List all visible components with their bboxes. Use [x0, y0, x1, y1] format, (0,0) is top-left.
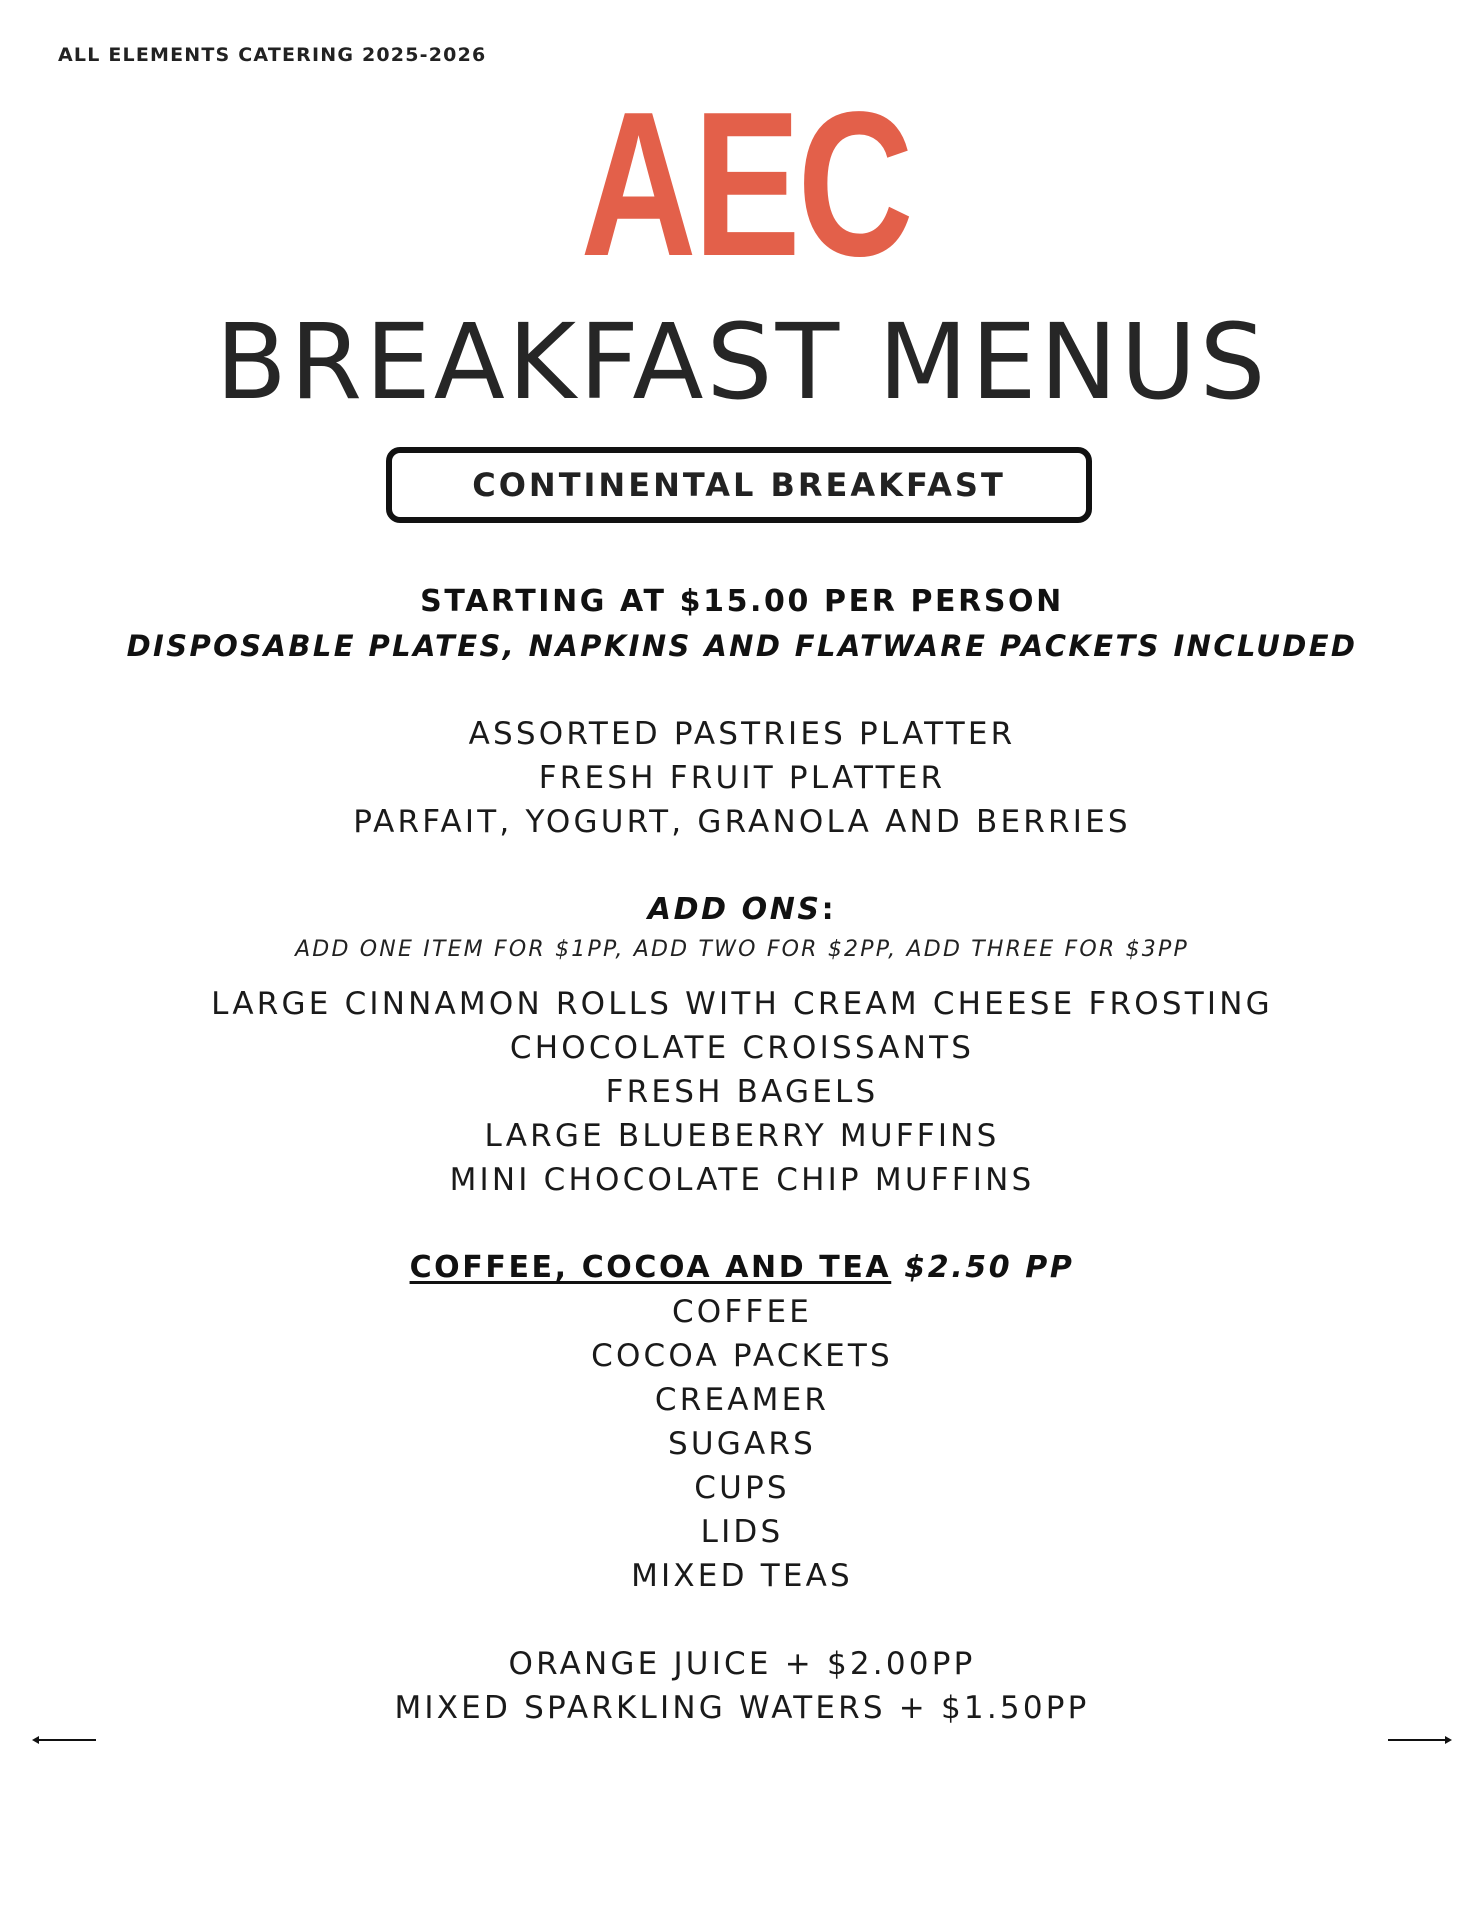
price-line: STARTING AT $15.00 PER PERSON — [420, 584, 1064, 619]
list-item: FRESH FRUIT PLATTER — [538, 760, 946, 796]
arrow-left-icon[interactable] — [30, 1732, 98, 1748]
list-item: ASSORTED PASTRIES PLATTER — [468, 716, 1016, 752]
list-item: FRESH BAGELS — [605, 1074, 879, 1110]
list-item: PARFAIT, YOGURT, GRANOLA AND BERRIES — [353, 804, 1131, 840]
addons-pricing-note: ADD ONE ITEM FOR $1PP, ADD TWO FOR $2PP, ADD THREE FOR $3PP — [295, 937, 1189, 962]
list-item: LARGE BLUEBERRY MUFFINS — [484, 1118, 1000, 1154]
page-title: BREAKFAST MENUS — [215, 301, 1269, 423]
header-label: ALL ELEMENTS CATERING 2025-2026 — [58, 44, 487, 66]
coffee-items — [0, 1290, 1484, 1598]
extras-items — [0, 1642, 1484, 1730]
list-item: MIXED SPARKLING WATERS + $1.50PP — [394, 1690, 1090, 1726]
list-item: SUGARS — [667, 1426, 816, 1462]
list-item: COFFEE — [671, 1294, 813, 1330]
list-item: LIDS — [700, 1514, 784, 1550]
continental-items — [0, 712, 1484, 844]
arrow-right-icon[interactable] — [1386, 1732, 1454, 1748]
list-item: CHOCOLATE CROISSANTS — [509, 1030, 975, 1066]
menu-content — [0, 580, 1484, 1730]
logo-text: AEC — [580, 69, 910, 299]
addons-items — [0, 982, 1484, 1202]
list-item: MIXED TEAS — [631, 1558, 853, 1594]
section-badge — [386, 447, 1092, 523]
included-note: DISPOSABLE PLATES, NAPKINS AND FLATWARE PACKETS INCLUDED — [126, 629, 1358, 663]
list-item: MINI CHOCOLATE CHIP MUFFINS — [449, 1162, 1035, 1198]
list-item: COCOA PACKETS — [591, 1338, 893, 1374]
list-item: ORANGE JUICE + $2.00PP — [508, 1646, 976, 1682]
section-title: CONTINENTAL BREAKFAST — [472, 466, 1006, 504]
list-item: CREAMER — [654, 1382, 830, 1418]
aec-logo — [580, 69, 910, 299]
list-item: LARGE CINNAMON ROLLS WITH CREAM CHEESE FROSTING — [211, 986, 1273, 1022]
coffee-heading: COFFEE, COCOA AND TEA $2.50 PP — [409, 1250, 1075, 1285]
list-item: CUPS — [694, 1470, 790, 1506]
coffee-price: $2.50 PP — [904, 1250, 1075, 1285]
addons-heading: ADD ONS: — [647, 892, 837, 927]
